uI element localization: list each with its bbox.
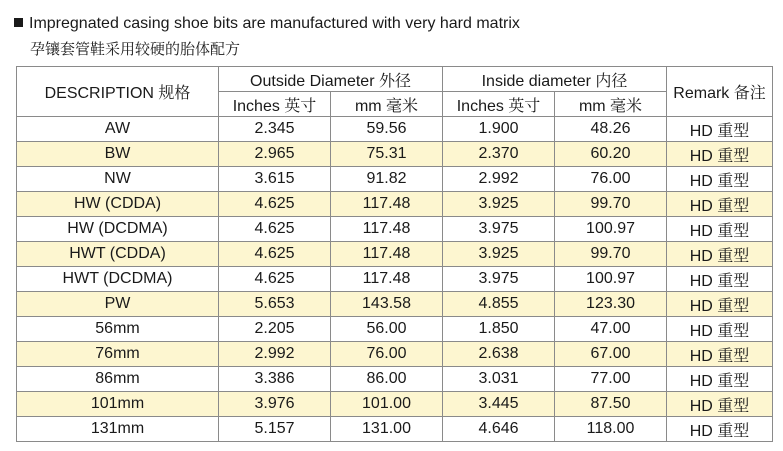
cell-description: HWT (DCDMA) <box>17 267 219 292</box>
cell-od-inches: 4.625 <box>219 217 331 242</box>
header-description: DESCRIPTION 规格 <box>17 67 219 117</box>
cell-id-inches: 2.992 <box>443 167 555 192</box>
cell-description: HW (DCDMA) <box>17 217 219 242</box>
cell-id-mm: 118.00 <box>555 417 667 442</box>
cell-id-inches: 3.445 <box>443 392 555 417</box>
cell-description: BW <box>17 142 219 167</box>
header-od-mm: mm 毫米 <box>331 92 443 117</box>
cell-id-inches: 3.031 <box>443 367 555 392</box>
cell-description: 76mm <box>17 342 219 367</box>
heading-text: Impregnated casing shoe bits are manufactured with very hard matrix <box>29 15 520 32</box>
cell-od-mm: 75.31 <box>331 142 443 167</box>
bullet-square-icon <box>14 18 23 27</box>
cell-remark: HD 重型 <box>667 317 773 342</box>
table-row <box>17 417 773 442</box>
cell-id-inches: 3.925 <box>443 192 555 217</box>
cell-od-inches: 4.625 <box>219 192 331 217</box>
cell-id-mm: 48.26 <box>555 117 667 142</box>
cell-description: HW (CDDA) <box>17 192 219 217</box>
cell-od-mm: 117.48 <box>331 217 443 242</box>
spec-table-header <box>17 67 773 117</box>
cell-id-inches: 1.900 <box>443 117 555 142</box>
cell-id-inches: 4.646 <box>443 417 555 442</box>
cell-id-mm: 76.00 <box>555 167 667 192</box>
cell-od-inches: 3.976 <box>219 392 331 417</box>
cell-od-mm: 91.82 <box>331 167 443 192</box>
page-heading <box>14 14 520 34</box>
cell-id-inches: 4.855 <box>443 292 555 317</box>
cell-id-mm: 60.20 <box>555 142 667 167</box>
cell-od-mm: 76.00 <box>331 342 443 367</box>
cell-od-mm: 86.00 <box>331 367 443 392</box>
cell-id-inches: 1.850 <box>443 317 555 342</box>
cell-description: HWT (CDDA) <box>17 242 219 267</box>
cell-od-mm: 59.56 <box>331 117 443 142</box>
header-outside-diameter: Outside Diameter 外径 <box>219 67 443 92</box>
cell-od-mm: 117.48 <box>331 192 443 217</box>
cell-id-mm: 87.50 <box>555 392 667 417</box>
cell-od-inches: 4.625 <box>219 267 331 292</box>
cell-remark: HD 重型 <box>667 267 773 292</box>
table-row <box>17 117 773 142</box>
table-row <box>17 142 773 167</box>
cell-id-mm: 100.97 <box>555 267 667 292</box>
cell-od-inches: 4.625 <box>219 242 331 267</box>
cell-od-mm: 56.00 <box>331 317 443 342</box>
cell-description: PW <box>17 292 219 317</box>
cell-id-mm: 47.00 <box>555 317 667 342</box>
table-row <box>17 367 773 392</box>
cell-id-inches: 3.975 <box>443 217 555 242</box>
spec-table-body <box>17 117 773 442</box>
cell-remark: HD 重型 <box>667 367 773 392</box>
header-id-mm: mm 毫米 <box>555 92 667 117</box>
cell-id-mm: 67.00 <box>555 342 667 367</box>
cell-remark: HD 重型 <box>667 242 773 267</box>
cell-remark: HD 重型 <box>667 142 773 167</box>
cell-id-inches: 3.975 <box>443 267 555 292</box>
page-subheading: 孕镶套管鞋采用较硬的胎体配方 <box>30 40 241 58</box>
table-row <box>17 342 773 367</box>
cell-id-mm: 123.30 <box>555 292 667 317</box>
table-row <box>17 217 773 242</box>
cell-description: 101mm <box>17 392 219 417</box>
cell-od-inches: 2.965 <box>219 142 331 167</box>
cell-od-inches: 2.992 <box>219 342 331 367</box>
cell-od-mm: 131.00 <box>331 417 443 442</box>
cell-remark: HD 重型 <box>667 117 773 142</box>
cell-od-mm: 117.48 <box>331 242 443 267</box>
table-row <box>17 242 773 267</box>
cell-od-inches: 2.345 <box>219 117 331 142</box>
cell-id-inches: 2.638 <box>443 342 555 367</box>
cell-remark: HD 重型 <box>667 167 773 192</box>
cell-id-mm: 77.00 <box>555 367 667 392</box>
cell-remark: HD 重型 <box>667 217 773 242</box>
cell-description: 86mm <box>17 367 219 392</box>
cell-id-inches: 2.370 <box>443 142 555 167</box>
cell-od-inches: 5.653 <box>219 292 331 317</box>
table-row <box>17 392 773 417</box>
cell-id-mm: 99.70 <box>555 192 667 217</box>
cell-id-mm: 100.97 <box>555 217 667 242</box>
table-row <box>17 192 773 217</box>
header-od-inches: Inches 英寸 <box>219 92 331 117</box>
table-row <box>17 167 773 192</box>
cell-description: AW <box>17 117 219 142</box>
cell-od-mm: 101.00 <box>331 392 443 417</box>
cell-remark: HD 重型 <box>667 342 773 367</box>
table-row <box>17 267 773 292</box>
spec-table <box>16 66 773 442</box>
cell-description: 56mm <box>17 317 219 342</box>
table-row <box>17 292 773 317</box>
cell-id-mm: 99.70 <box>555 242 667 267</box>
cell-od-inches: 5.157 <box>219 417 331 442</box>
header-inside-diameter: Inside diameter 内径 <box>443 67 667 92</box>
cell-remark: HD 重型 <box>667 392 773 417</box>
cell-od-inches: 3.386 <box>219 367 331 392</box>
header-remark: Remark 备注 <box>667 67 773 117</box>
cell-od-inches: 2.205 <box>219 317 331 342</box>
cell-remark: HD 重型 <box>667 292 773 317</box>
table-row <box>17 317 773 342</box>
cell-id-inches: 3.925 <box>443 242 555 267</box>
cell-od-mm: 117.48 <box>331 267 443 292</box>
cell-od-inches: 3.615 <box>219 167 331 192</box>
cell-description: 131mm <box>17 417 219 442</box>
cell-description: NW <box>17 167 219 192</box>
cell-remark: HD 重型 <box>667 192 773 217</box>
cell-od-mm: 143.58 <box>331 292 443 317</box>
header-id-inches: Inches 英寸 <box>443 92 555 117</box>
cell-remark: HD 重型 <box>667 417 773 442</box>
